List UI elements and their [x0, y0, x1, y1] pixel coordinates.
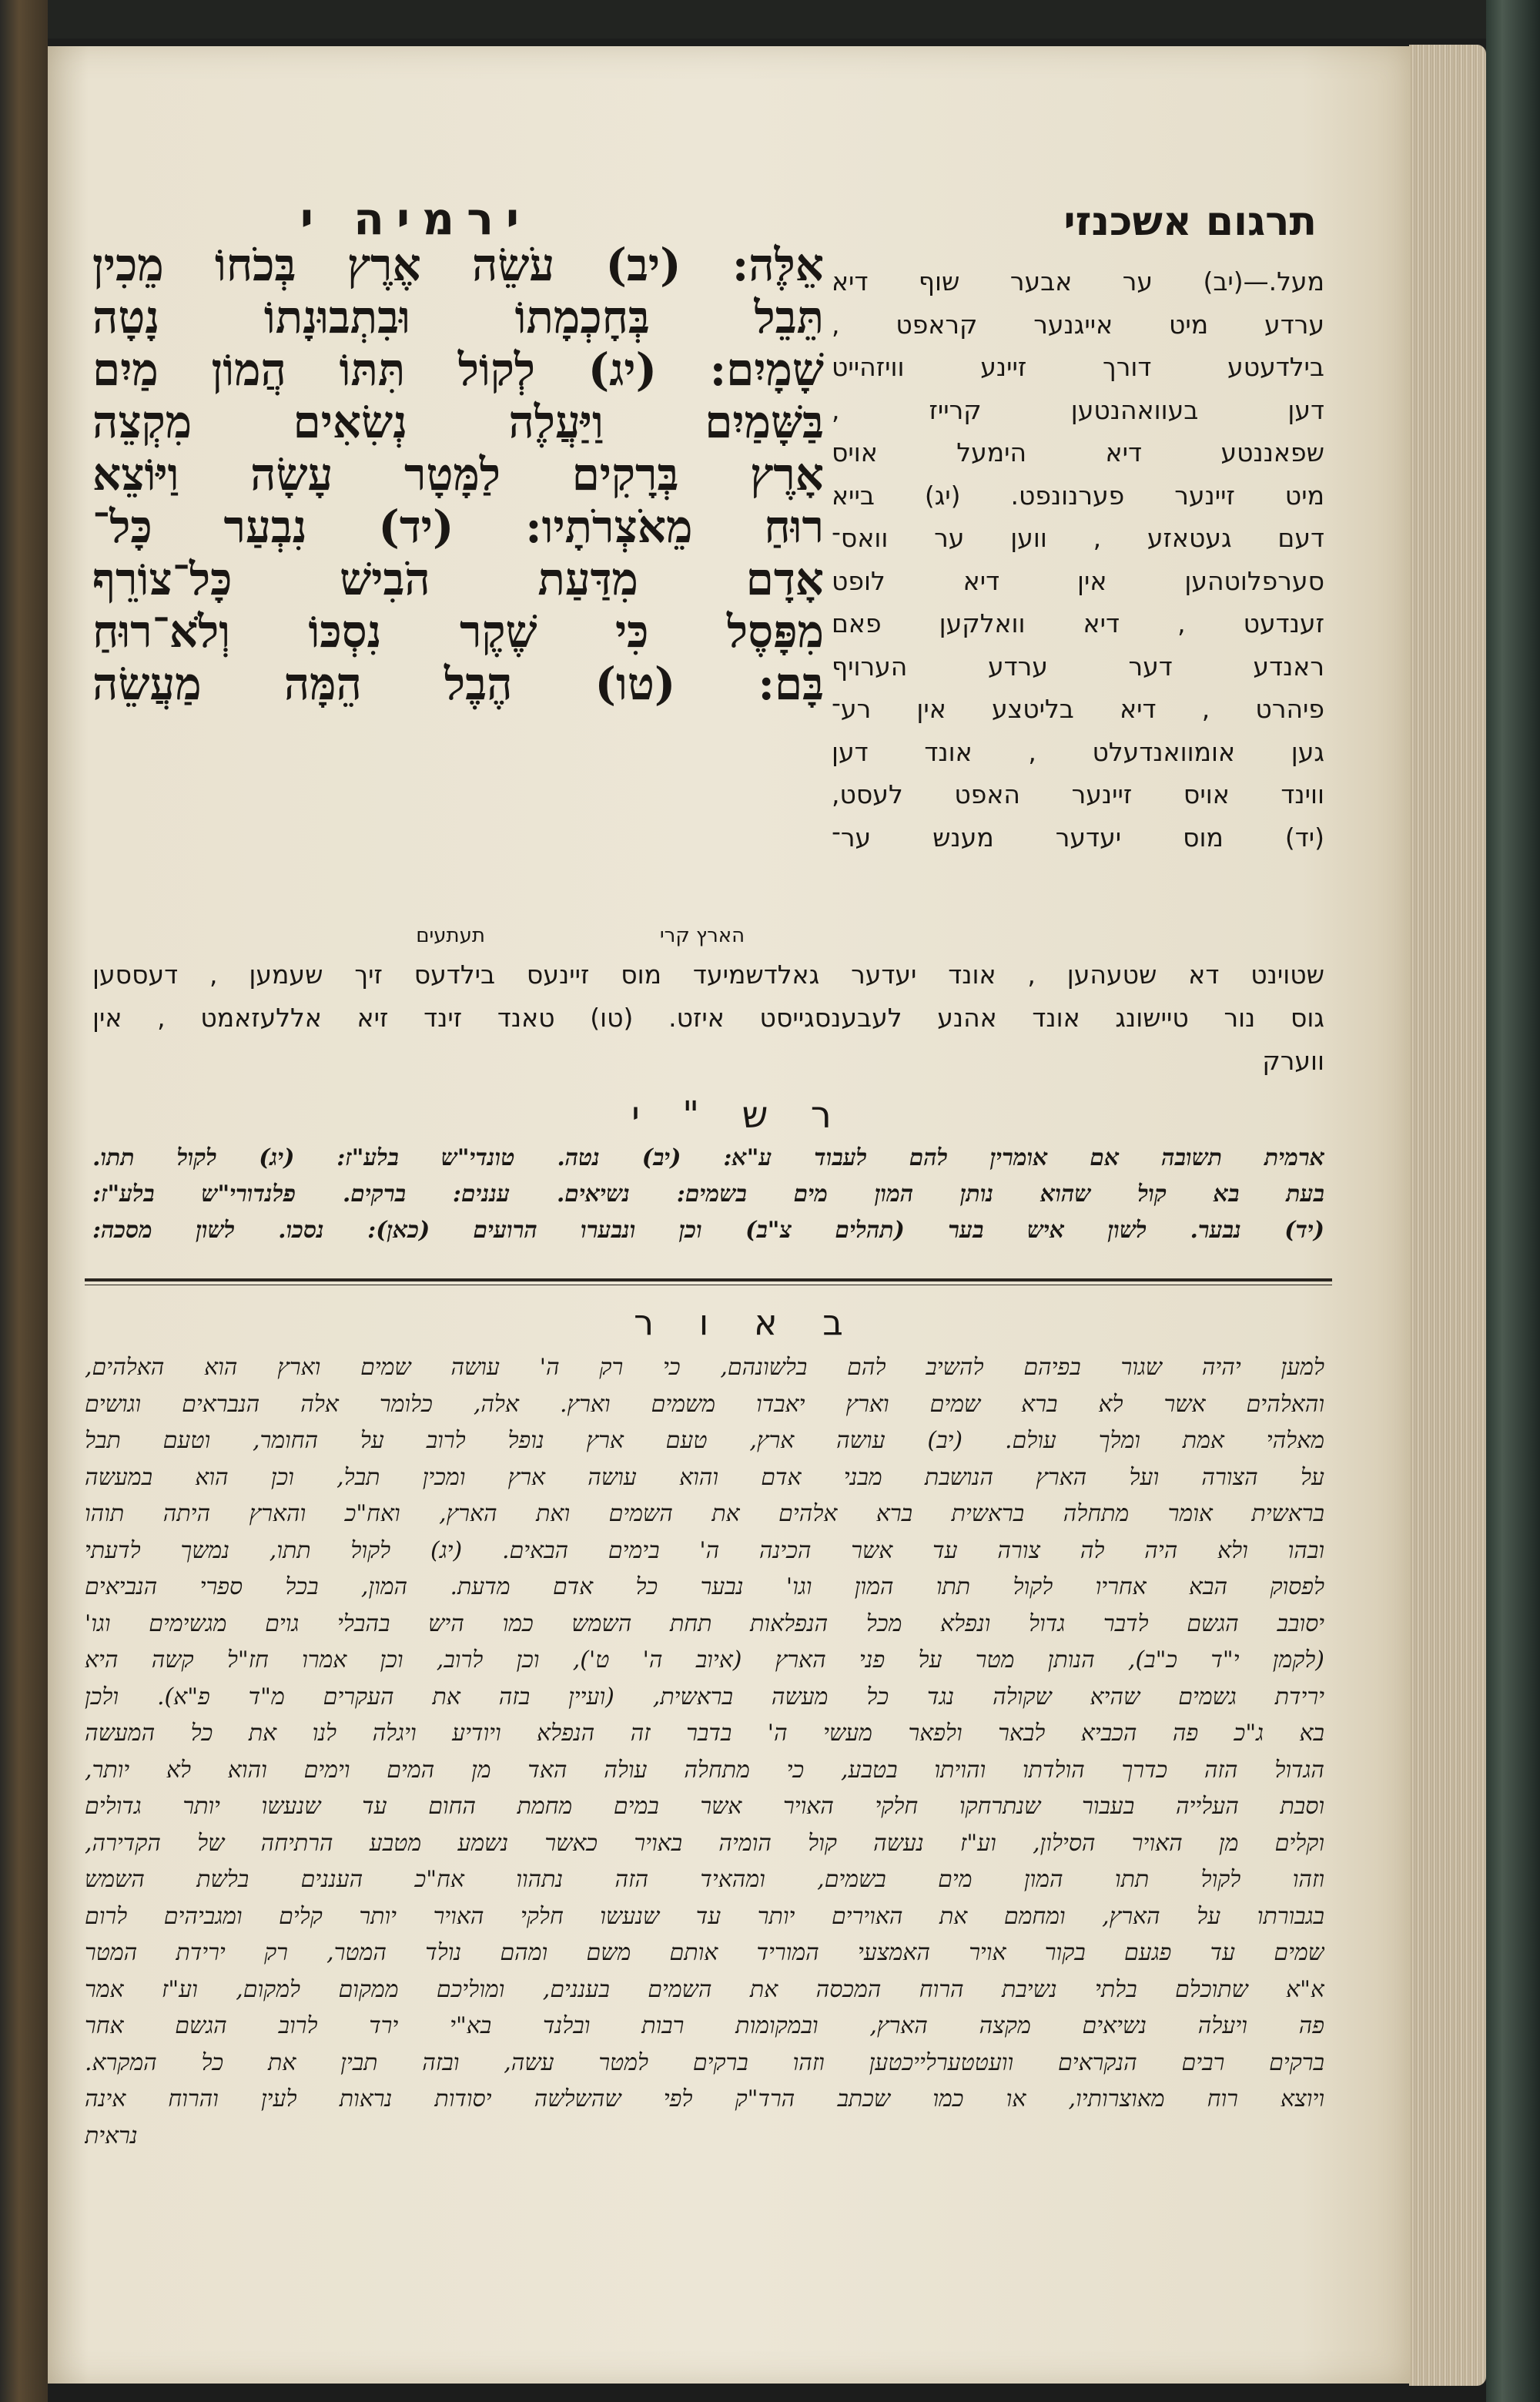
book-page: [48, 46, 1411, 2384]
biur-line: בגבורתו על הארץ, ומחמם את האוירים יותר עד שנעשו חלקי האויר יותר קלים ומגביהים לרום: [85, 1902, 1324, 1930]
translation-line: דען בעוואהנטען קרייז ,: [832, 394, 1324, 425]
biur-line: פה ויעלה נשיאים מקצה הארץ, ובמקומות רבות ובלנד בא"י ירד לרוב הגשם אחר: [85, 2012, 1324, 2039]
book-cover-right: [1486, 0, 1540, 2402]
biur-heading: ב א ו ר: [634, 1302, 860, 1343]
translation-line: בילדעטע דורך זיינע וויזהייט: [832, 352, 1324, 382]
translation-line: מעל.—(יב) ער אבער שוף דיא: [832, 266, 1324, 296]
biur-line: וסבת העלייה בעבור שנתרחקו חלקי האויר אשר במים מחמת החום עד שנעשו יותר גדולים: [85, 1793, 1324, 1820]
page-edges: [1409, 45, 1486, 2386]
biur-line: ירידת גשמים שהיא שקולה נגד כל מעשה בראשית, (ועיין בזה את העקרים מ"ד פ"א). ולכן: [85, 1683, 1324, 1710]
translation-line: ערדע מיט אייגנער קראפט ,: [832, 309, 1324, 340]
translation-line: ווינד אויס זיינער האפט לעסט,: [832, 779, 1324, 809]
bible-line: אֵלֶּה: (יב) עֹשֵׂה אֶרֶץ בְּכֹחוֹ מֵכִין: [92, 239, 824, 291]
bible-line: מִפָּסֶל כִּי שֶׁקֶר נִסְכּוֹ וְלֹא־רוּחַ: [92, 605, 824, 658]
bible-line: אָרֶץ בְּרָקִים לַמָּטָר עָשָׂה וַיּוֹצֵא: [92, 448, 824, 501]
bible-line: בַּשָּׁמַיִם וַיַּעֲלֶה נְשִׂאִים מִקְצֵה: [92, 396, 824, 448]
book-cover-top: [0, 0, 1540, 39]
biur-line: ברקים רבים הנקראים וועטטערלייכטען וזהו ברקים למטר עשה, ובזה תבין את כל המקרא.: [85, 2049, 1324, 2076]
biur-line: מאלהי אמת ומלך עולם. (יב) עושה ארץ, טעם ארץ נופל לרוב על החומר, וטעם תבל: [85, 1427, 1324, 1454]
rashi-line: (יד) נבער. לשון איש בער (תהלים צ"ב) וכן ונבערו הרועים (כאן): נסכו. לשון מסכה:: [92, 1217, 1324, 1244]
biur-line: לפסוק הבא אחריו לקול תתו המון וגו' נבער כל אדם מדעת. המון, בכל ספרי הנביאים: [85, 1573, 1324, 1600]
biur-line: בא ג"כ פה הכביא לבאר ולפאר מעשי ה' בדבר זה הנפלא ויודיע ויגלה לנו את כל המעשה: [85, 1720, 1324, 1747]
biur-line: ובהו ולא היה לה צורה עד אשר הכינה ה' בימים הבאים. (יג) לקול תתו, נמשך לדעתי: [85, 1536, 1324, 1564]
rashi-line: ארמית תשובה אם אומרין להם לעבוד ע"א: (יב) נטה. טונדי"ש בלע"ז: (יג) לקול תתו.: [92, 1144, 1324, 1171]
divider-thick: [85, 1278, 1332, 1281]
bible-line: שָׁמָיִם: (יג) לְקוֹל תִּתּוֹ הֲמוֹן מַיִם: [92, 343, 824, 396]
biur-line: א"א שתוכלם בלתי נשיבת הרוח המכסה את השמים בעננים, ומוליכם ממקום למקום, וע"ז אמר: [85, 1975, 1324, 2003]
keri-note-right: הארץ קרי: [659, 924, 745, 947]
biur-line: יסובב הגשם לדבר גדול ונפלא מכל הנפלאות תחת השמש כמו היש בהבלי גוים מגשימים וגו': [85, 1610, 1324, 1637]
translation-last-word: ווערק: [1262, 1046, 1324, 1076]
translation-continued-line: שטוינט דא שטעהען , אונד יעדער גאלדשמיעד מוס זיינעס בילדעס זיך שעמען , דעססען: [92, 960, 1324, 990]
keri-note-left: תעתעים: [416, 924, 485, 947]
biur-line: (לקמן י"ד כ"ב), הנותן מטר על פני הארץ (איוב ה' ט'), וכן לרוב, וכן אמרו חז"ל קשה היא: [85, 1647, 1324, 1673]
bible-line: רוּחַ מֵאֹצְרֹתָיו: (יד) נִבְעַר כָּל־: [92, 501, 824, 553]
biur-line: וקלים מן האויר הסילון, וע"ז נעשה קול הומיה באויר כאשר נשמע מטבע הרתיחה של הקדירה,: [85, 1829, 1324, 1857]
translation-line: סערפלוטהען אין דיא לופט: [832, 565, 1324, 596]
biur-commentary: [85, 1349, 1324, 2154]
translation-line: זענדעט , דיא וואלקען פאם: [832, 608, 1324, 638]
rashi-heading: ר ש " י: [631, 1094, 847, 1137]
translation-line: פיהרט , דיא בליטצע אין רע־: [832, 694, 1324, 724]
translation-continued-line: גוס נור טיישונג אונד אהנע לעבענסגייסט איזט. (טו) טאנד זינד זיא אללעזאמט , אין: [92, 1003, 1324, 1033]
biur-line: בראשית אומר מתחלה בראשית ברא אלהים את השמים ואת הארץ, ואח"כ והארץ היתה תוהו: [85, 1500, 1324, 1527]
translation-line: דעם געטאזע , ווען ער וואס־: [832, 523, 1324, 553]
biur-line: למען יהיה שגור בפיהם להשיב להם בלשונהם, כי רק ה' עושה שמים וארץ הוא האלהים,: [85, 1354, 1324, 1381]
bible-line: אָדָם מִדַּעַת הֹבִישׁ כָּל־צוֹרֵף: [92, 553, 824, 605]
bible-line: תֵּבֵל בְּחָכְמָתוֹ וּבִתְבוּנָתוֹ נָטָה: [92, 291, 824, 343]
rashi-commentary: [92, 1140, 1324, 1248]
biur-line: והאלהים אשר לא ברא שמים וארץ יאבדו משמים וארץ. אלה, כלומר אלה הנבראים וגושים: [85, 1390, 1324, 1418]
translation-line: מיט זיינער פערנונפט. (יג) בייא: [832, 480, 1324, 511]
rashi-line: בעת בא קול שהוא נותן המון מים בשמים: נשיאים. עננים: ברקים. פלנדורי"ש בלע"ז:: [92, 1181, 1324, 1208]
translation-line: שפאננטע דיא הימעל אויס: [832, 437, 1324, 467]
translation-line: גען אומוואנדעלט , אונד דען: [832, 736, 1324, 767]
biur-line: וזהו לקול תתו המון מים בשמים, ומהאיד הזה נתהוו אח"כ העננים בלשת השמש: [85, 1866, 1324, 1893]
running-title-book-chapter: ירמיה י: [300, 193, 532, 245]
running-title-targum: תרגום אשכנזי: [1063, 199, 1317, 245]
german-translation-column: [832, 260, 1324, 859]
bible-line: בָּם: (טו) הֶבֶל הֵמָּה מַעֲשֵׂה: [92, 658, 824, 710]
translation-line: (יד) מוס יעדער מענש ער־: [832, 822, 1324, 853]
biur-line: שמים עד פגעם בקור אויר האמצעי המוריד אותם משם ומהם נולד המטר, רק ירידת המטר: [85, 1939, 1324, 1966]
translation-line: ראנדע דער ערדע הערויף: [832, 651, 1324, 682]
biur-line: על הצורה ועל הארץ הנושבת מבני אדם והוא עושה ארץ ומכין תבל, וכן הוא במעשה: [85, 1463, 1324, 1491]
catchword: נראית: [85, 2122, 138, 2149]
bible-text-block: [92, 239, 824, 710]
biur-line: הגדול הזה כדרך הולדתו והויתו בטבע, כי מתחלה עולה האד מן המים וימים והוא לא יותר,: [85, 1756, 1324, 1784]
biur-line: ויוצא רוח מאוצרותיו, או כמו שכתב הרד"ק לפי שהשלשה יסודות נראות לעין והרוח אינה: [85, 2085, 1324, 2112]
book-cover-left: [0, 0, 48, 2402]
